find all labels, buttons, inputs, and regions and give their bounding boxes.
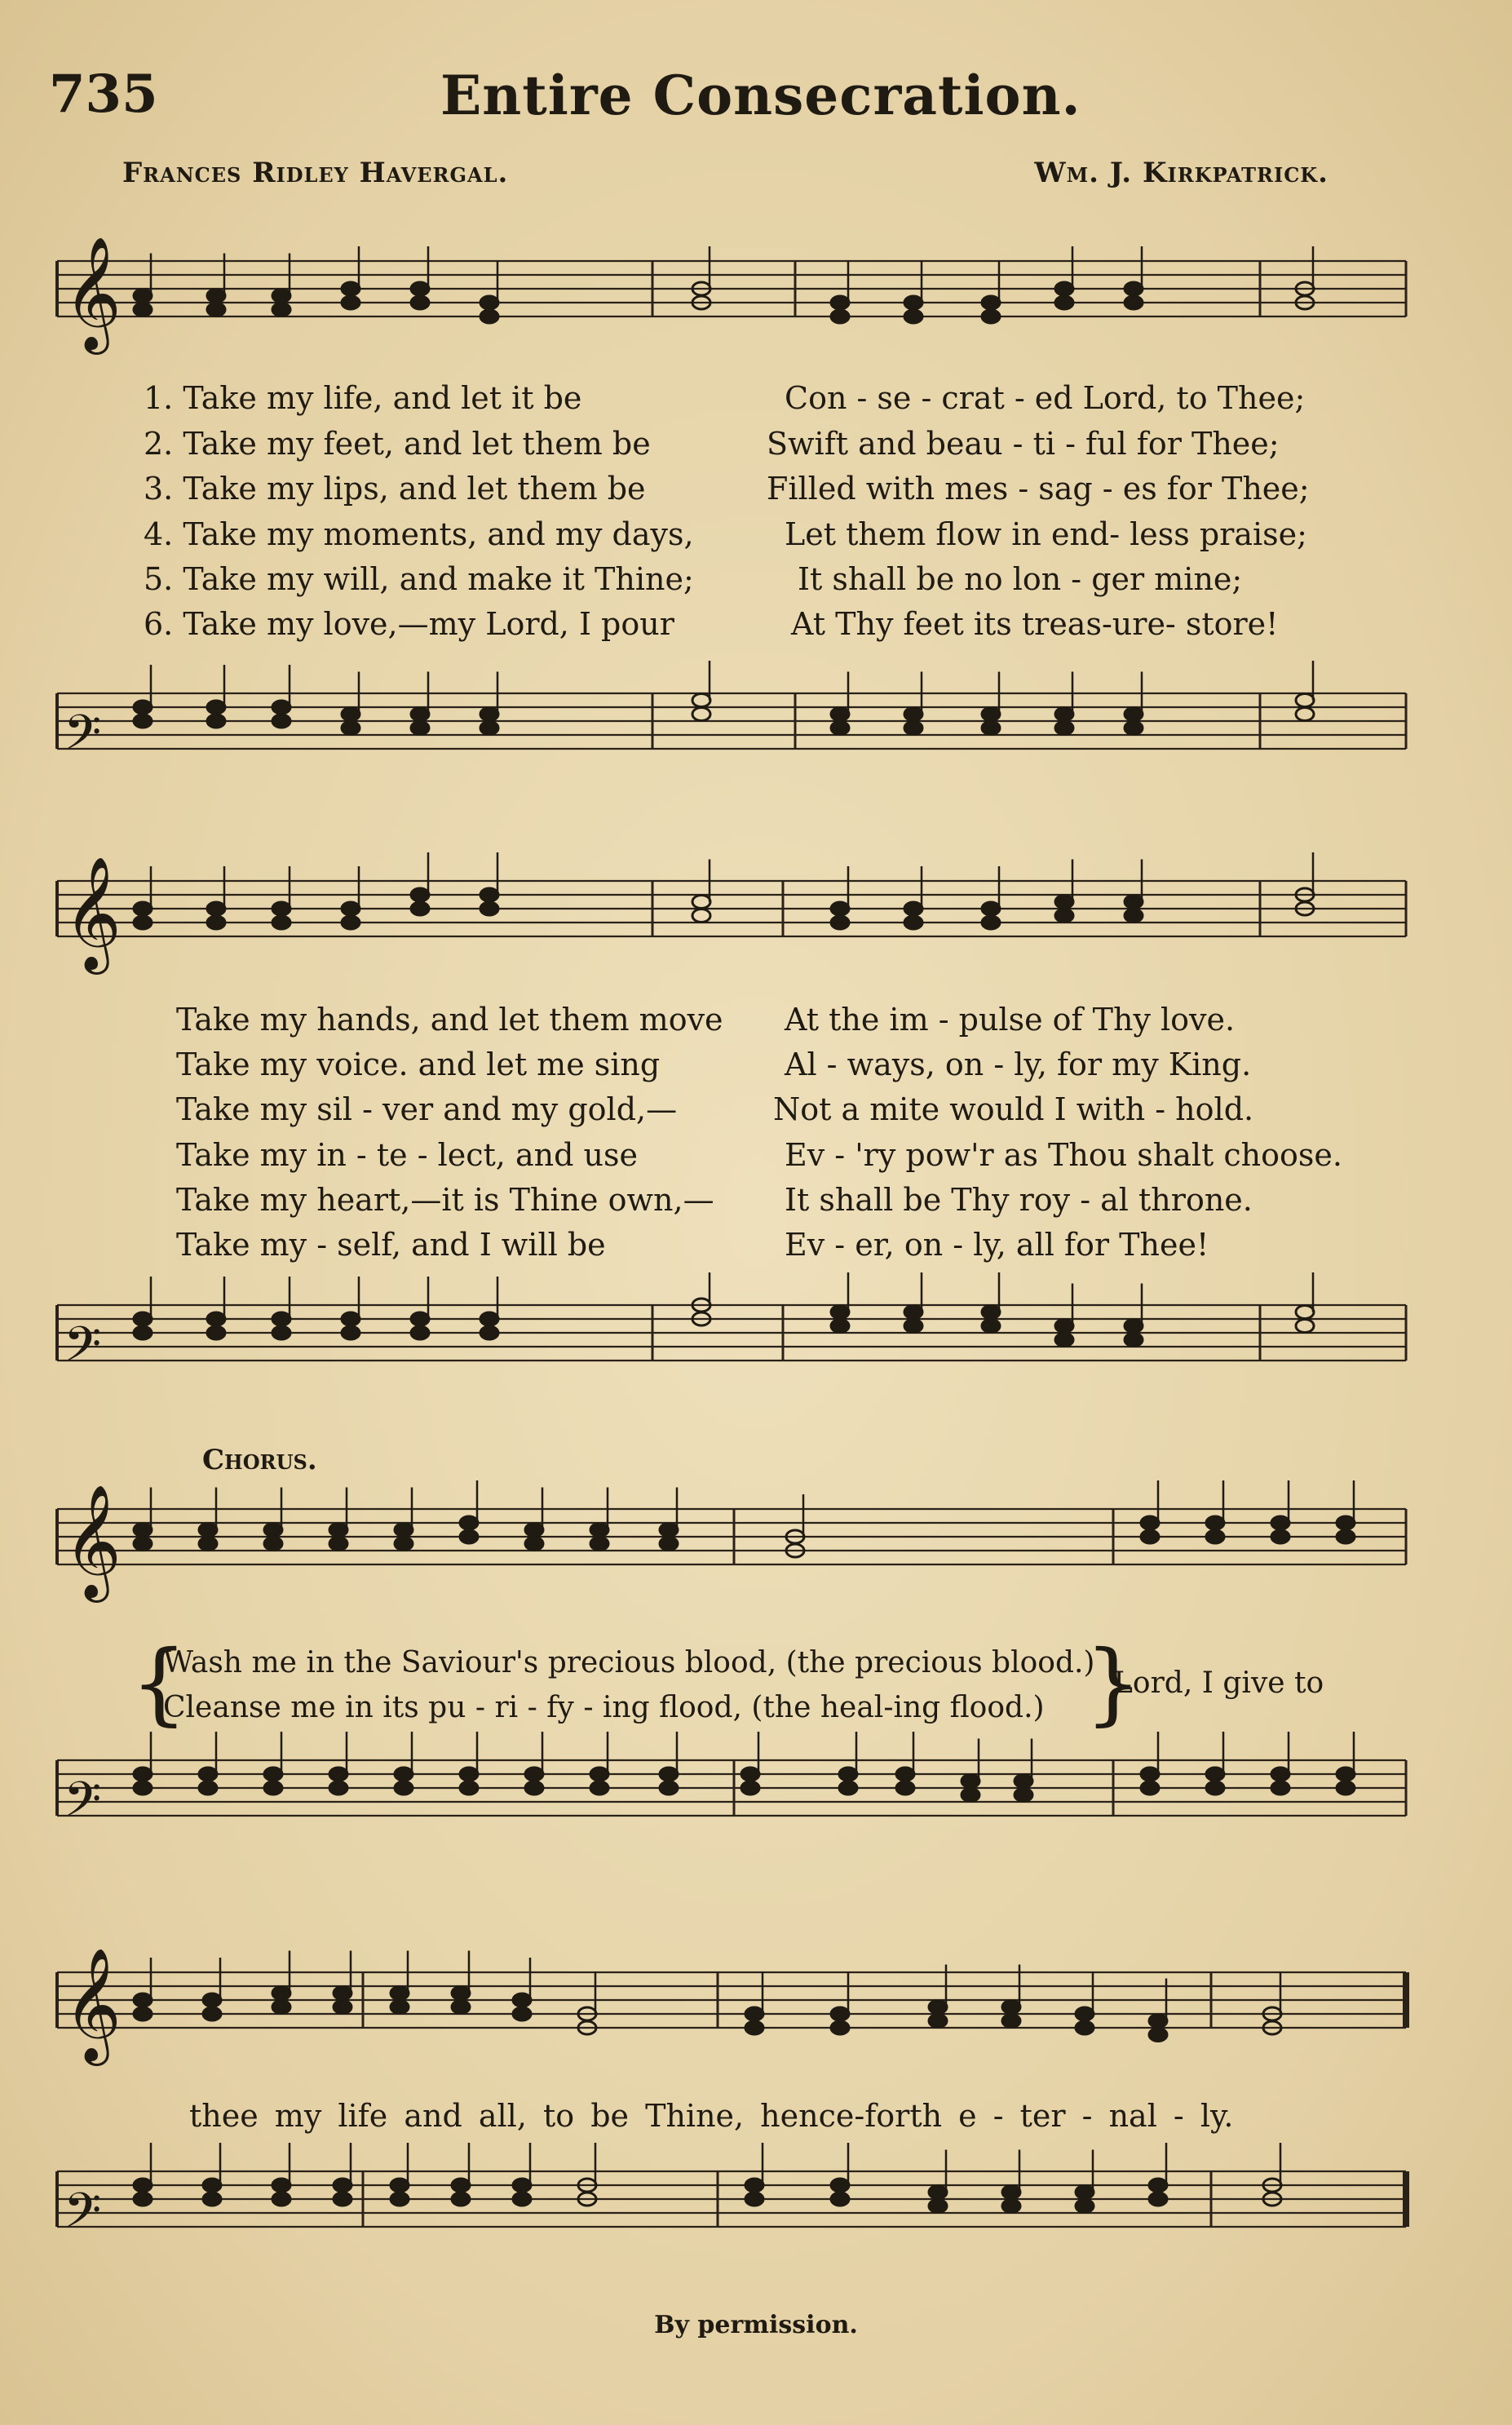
treble-clef-icon: 𝄞 bbox=[64, 856, 122, 970]
lyric-brace-right: } bbox=[1085, 1631, 1142, 1735]
verse-text: Let them flow in end- less praise; bbox=[785, 516, 1307, 552]
note bbox=[1271, 1732, 1289, 1794]
treble-clef-icon: 𝄞 bbox=[64, 1948, 122, 2061]
note bbox=[1141, 1480, 1159, 1543]
author: Frances Ridley Havergal. bbox=[122, 157, 509, 189]
note bbox=[334, 1951, 351, 2014]
note bbox=[452, 2143, 470, 2206]
verse-text: It shall be no lon - ger mine; bbox=[798, 561, 1243, 597]
note bbox=[1125, 1284, 1143, 1347]
note bbox=[1125, 860, 1143, 923]
note bbox=[1125, 246, 1143, 309]
note bbox=[578, 2143, 596, 2206]
note bbox=[904, 260, 922, 323]
note bbox=[480, 1277, 498, 1339]
note bbox=[692, 1272, 710, 1325]
note bbox=[929, 1965, 947, 2028]
verse-text: Take my heart,—it is Thine own,— bbox=[176, 1182, 714, 1218]
note bbox=[590, 1732, 608, 1794]
verse-text: Not a mite would I with - hold. bbox=[773, 1091, 1254, 1127]
note bbox=[831, 260, 849, 323]
treble-clef-icon: 𝄞 bbox=[64, 237, 122, 350]
note bbox=[272, 254, 290, 316]
note bbox=[745, 1971, 763, 2034]
note bbox=[1263, 1971, 1281, 2034]
note bbox=[831, 866, 849, 929]
note bbox=[831, 1272, 849, 1333]
note bbox=[207, 1277, 225, 1339]
note bbox=[982, 866, 1000, 929]
verse-text: At Thy feet its treas-ure- store! bbox=[791, 606, 1279, 642]
composer: Wm. J. Kirkpatrick. bbox=[1034, 157, 1329, 189]
system-1-treble-staff bbox=[0, 228, 1512, 392]
verse-text: 4. Take my moments, and my days, bbox=[144, 516, 694, 552]
note bbox=[660, 1488, 678, 1551]
note bbox=[480, 672, 498, 735]
note bbox=[329, 1732, 347, 1794]
verse-text: Take my in - te - lect, and use bbox=[176, 1137, 638, 1173]
note bbox=[203, 2143, 221, 2206]
note bbox=[480, 852, 498, 915]
note bbox=[982, 1272, 1000, 1333]
note bbox=[839, 1732, 857, 1794]
hymn-number: 735 bbox=[49, 64, 158, 125]
note bbox=[745, 2143, 763, 2206]
note bbox=[272, 866, 290, 929]
note bbox=[741, 1732, 759, 1794]
note bbox=[982, 260, 1000, 323]
verse-text: 1. Take my life, and let it be bbox=[144, 380, 582, 416]
note bbox=[411, 246, 429, 309]
verse-text: Take my sil - ver and my gold,— bbox=[176, 1091, 678, 1127]
final-lyrics: thee my life and all, to be Thine, hence-forth e - ter - nal - ly. bbox=[189, 2098, 1234, 2134]
note bbox=[513, 2143, 531, 2206]
note bbox=[1055, 860, 1073, 923]
note bbox=[692, 246, 710, 309]
note bbox=[1076, 1971, 1094, 2034]
lyric-brace-left: { bbox=[130, 1631, 188, 1735]
note bbox=[460, 1732, 478, 1794]
note bbox=[692, 860, 710, 923]
chorus-bass-staff bbox=[0, 1728, 1512, 1891]
note bbox=[134, 1488, 152, 1551]
note bbox=[525, 1732, 543, 1794]
note bbox=[1015, 1739, 1032, 1802]
note bbox=[411, 1277, 429, 1339]
note bbox=[525, 1488, 543, 1551]
verse-text: Swift and beau - ti - ful for Thee; bbox=[767, 426, 1280, 462]
note bbox=[134, 665, 152, 728]
verse-text: Ev - 'ry pow'r as Thou shalt choose. bbox=[785, 1137, 1342, 1173]
note bbox=[329, 1488, 347, 1551]
verse-text: 2. Take my feet, and let them be bbox=[144, 426, 651, 462]
note bbox=[660, 1732, 678, 1794]
verse-text: 6. Take my love,—my Lord, I pour bbox=[144, 606, 674, 642]
verse-text: 5. Take my will, and make it Thine; bbox=[144, 561, 694, 597]
note bbox=[1337, 1732, 1355, 1794]
chorus-treble-staff bbox=[0, 1476, 1512, 1640]
chorus-label: Chorus. bbox=[202, 1444, 317, 1476]
note bbox=[1002, 1965, 1020, 2028]
treble-clef-icon: 𝄞 bbox=[64, 1485, 122, 1598]
note bbox=[1002, 2150, 1020, 2213]
note bbox=[272, 665, 290, 728]
note bbox=[460, 1480, 478, 1543]
verse-text: Take my - self, and I will be bbox=[176, 1227, 606, 1263]
bass-clef-icon: 𝄢 bbox=[64, 2182, 102, 2250]
note bbox=[1296, 1272, 1314, 1333]
note bbox=[395, 1732, 413, 1794]
note bbox=[391, 1951, 409, 2014]
note bbox=[1296, 661, 1314, 721]
note bbox=[207, 254, 225, 316]
note bbox=[904, 672, 922, 735]
note bbox=[264, 1488, 282, 1551]
note bbox=[134, 2143, 152, 2206]
verse-text: Take my voice. and let me sing bbox=[176, 1047, 661, 1082]
note bbox=[831, 1971, 849, 2034]
system-2-treble-staff bbox=[0, 848, 1512, 1011]
note bbox=[411, 672, 429, 735]
bass-clef-icon: 𝄢 bbox=[64, 1316, 102, 1384]
verse-text: Filled with mes - sag - es for Thee; bbox=[767, 471, 1310, 507]
note bbox=[272, 1277, 290, 1339]
chorus-line-1: Wash me in the Saviour's precious blood, (the precious blood.) bbox=[163, 1646, 1095, 1679]
note bbox=[264, 1732, 282, 1794]
note bbox=[513, 1958, 531, 2020]
note bbox=[904, 866, 922, 929]
system-2-bass-staff bbox=[0, 1272, 1512, 1436]
bass-clef-icon: 𝄢 bbox=[64, 704, 102, 772]
note bbox=[929, 2150, 947, 2213]
bass-clef-icon: 𝄢 bbox=[64, 1771, 102, 1839]
note bbox=[1206, 1480, 1224, 1543]
note bbox=[1125, 672, 1143, 735]
note bbox=[692, 661, 710, 721]
note bbox=[896, 1732, 914, 1794]
note bbox=[134, 254, 152, 316]
note bbox=[962, 1739, 979, 1802]
note bbox=[207, 665, 225, 728]
chorus-line-2: Cleanse me in its pu - ri - fy - ing flood, (the heal-ing flood.) bbox=[163, 1691, 1045, 1724]
note bbox=[1337, 1480, 1355, 1543]
chorus-continuation: Lord, I give to bbox=[1113, 1666, 1324, 1700]
note bbox=[786, 1494, 804, 1557]
note bbox=[134, 1277, 152, 1339]
note bbox=[1263, 2143, 1281, 2206]
note bbox=[203, 1958, 221, 2020]
verse-text: Ev - er, on - ly, all for Thee! bbox=[785, 1227, 1209, 1263]
hymn-title: Entire Consecration. bbox=[440, 64, 1081, 127]
note bbox=[1149, 1979, 1167, 2042]
note bbox=[272, 2143, 290, 2206]
note bbox=[1055, 672, 1073, 735]
verse-text: It shall be Thy roy - al throne. bbox=[785, 1182, 1253, 1218]
final-bass-staff bbox=[0, 2139, 1512, 2302]
note bbox=[342, 1277, 360, 1339]
note bbox=[1296, 852, 1314, 915]
verse-text: Al - ways, on - ly, for my King. bbox=[785, 1047, 1252, 1082]
note bbox=[411, 852, 429, 915]
note bbox=[199, 1732, 217, 1794]
note bbox=[904, 1272, 922, 1333]
note bbox=[590, 1488, 608, 1551]
note bbox=[1141, 1732, 1159, 1794]
verse-text: At the im - pulse of Thy love. bbox=[785, 1002, 1236, 1038]
system-1-bass-staff bbox=[0, 661, 1512, 824]
note bbox=[452, 1951, 470, 2014]
note bbox=[1149, 2143, 1167, 2206]
note bbox=[480, 260, 498, 323]
note bbox=[342, 672, 360, 735]
note bbox=[391, 2143, 409, 2206]
permission-credit: By permission. bbox=[654, 2311, 858, 2339]
note bbox=[831, 2143, 849, 2206]
note bbox=[199, 1488, 217, 1551]
final-treble-staff bbox=[0, 1940, 1512, 2103]
note bbox=[578, 1971, 596, 2034]
note bbox=[342, 246, 360, 309]
note bbox=[1271, 1480, 1289, 1543]
note bbox=[831, 672, 849, 735]
note bbox=[1076, 2150, 1094, 2213]
note bbox=[1055, 246, 1073, 309]
note bbox=[1206, 1732, 1224, 1794]
verse-text: Take my hands, and let them move bbox=[176, 1002, 723, 1038]
note bbox=[1055, 1284, 1073, 1347]
verse-text: 3. Take my lips, and let them be bbox=[144, 471, 646, 507]
note bbox=[134, 1958, 152, 2020]
note bbox=[134, 866, 152, 929]
note bbox=[1296, 246, 1314, 309]
note bbox=[342, 866, 360, 929]
note bbox=[134, 1732, 152, 1794]
note bbox=[395, 1488, 413, 1551]
verse-text: Con - se - crat - ed Lord, to Thee; bbox=[785, 380, 1306, 416]
note bbox=[982, 672, 1000, 735]
note bbox=[272, 1951, 290, 2014]
note bbox=[207, 866, 225, 929]
note bbox=[334, 2143, 351, 2206]
